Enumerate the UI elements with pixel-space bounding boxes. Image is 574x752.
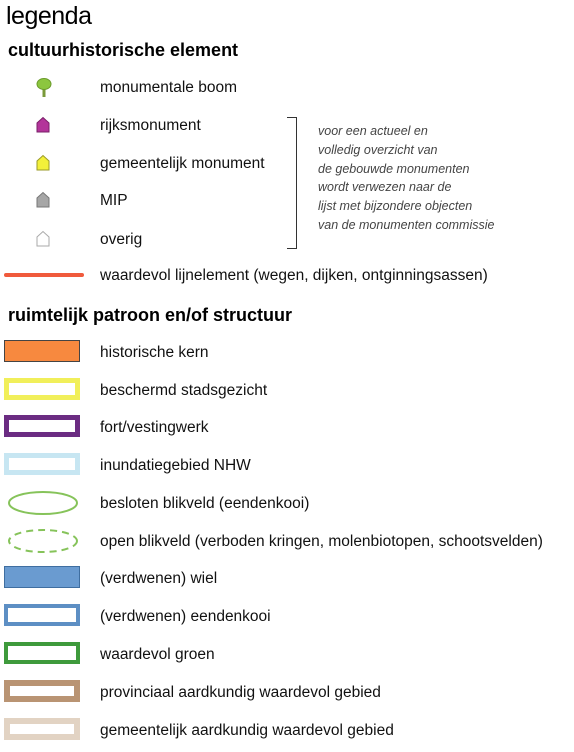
legend-label: waardevol lijnelement (wegen, dijken, ontginningsassen) <box>100 267 488 284</box>
house-icon <box>35 116 51 134</box>
legend-label: monumentale boom <box>100 79 237 96</box>
line-icon <box>4 273 84 277</box>
legend-label: open blikveld (verboden kringen, molenbiotopen, schootsvelden) <box>100 533 543 550</box>
legend-title: legenda <box>6 2 92 30</box>
legend-item-waardevol-lijnelement <box>0 261 574 291</box>
swatch <box>4 340 80 362</box>
legend-item-beschermd-stadsgezicht <box>0 376 574 406</box>
legend-label: waardevol groen <box>100 646 215 663</box>
house-icon <box>35 191 51 209</box>
legend-item-historische-kern <box>0 338 574 368</box>
legend-label: (verdwenen) wiel <box>100 570 218 587</box>
section-heading-cultuurhistorisch: cultuurhistorische element <box>8 40 239 60</box>
legend-item-gemeentelijk-aardkundig <box>0 716 574 746</box>
swatch <box>4 566 80 588</box>
section-heading-ruimtelijk: ruimtelijk patroon en/of structuur <box>8 305 293 325</box>
swatch <box>4 604 80 626</box>
legend-label: gemeentelijk aardkundig waardevol gebied <box>100 722 394 739</box>
legend-label: provinciaal aardkundig waardevol gebied <box>100 684 381 701</box>
ellipse-solid-icon <box>6 490 80 516</box>
legend-item-open-blikveld <box>0 527 574 557</box>
legend-label: fort/vestingwerk <box>100 419 209 436</box>
swatch <box>4 680 80 702</box>
house-icon <box>35 154 51 172</box>
swatch <box>4 642 80 664</box>
legend-label: (verdwenen) eendenkooi <box>100 608 271 625</box>
legend-item-inundatiegebied <box>0 451 574 481</box>
tree-icon <box>34 77 54 99</box>
house-icon <box>35 230 51 248</box>
legend-label: MIP <box>100 192 128 209</box>
legend-item-verdwenen-eendenkooi <box>0 602 574 632</box>
legend-label: rijksmonument <box>100 117 201 134</box>
monument-note: voor een actueel en volledig overzicht van de gebouwde monumenten wordt verwezen naar de lijst met bijzondere objecten van de monumenten commissie <box>318 124 495 232</box>
legend-item-monumentale-boom <box>0 73 574 103</box>
legend-label: besloten blikveld (eendenkooi) <box>100 495 310 512</box>
swatch <box>4 718 80 740</box>
swatch <box>4 453 80 475</box>
ellipse-dashed-icon <box>6 528 80 554</box>
legend-label: historische kern <box>100 344 209 361</box>
legend-item-waardevol-groen <box>0 640 574 670</box>
legend-label: beschermd stadsgezicht <box>100 382 268 399</box>
legend-label: gemeentelijk monument <box>100 155 265 172</box>
swatch <box>4 378 80 400</box>
legend-item-fort-vestingwerk <box>0 413 574 443</box>
legend-item-besloten-blikveld <box>0 489 574 519</box>
legend-item-provinciaal-aardkundig <box>0 678 574 708</box>
note-bracket <box>287 117 297 249</box>
legend-label: overig <box>100 231 143 248</box>
legend-label: inundatiegebied NHW <box>100 457 251 474</box>
legend-item-verdwenen-wiel <box>0 564 574 594</box>
swatch <box>4 415 80 437</box>
